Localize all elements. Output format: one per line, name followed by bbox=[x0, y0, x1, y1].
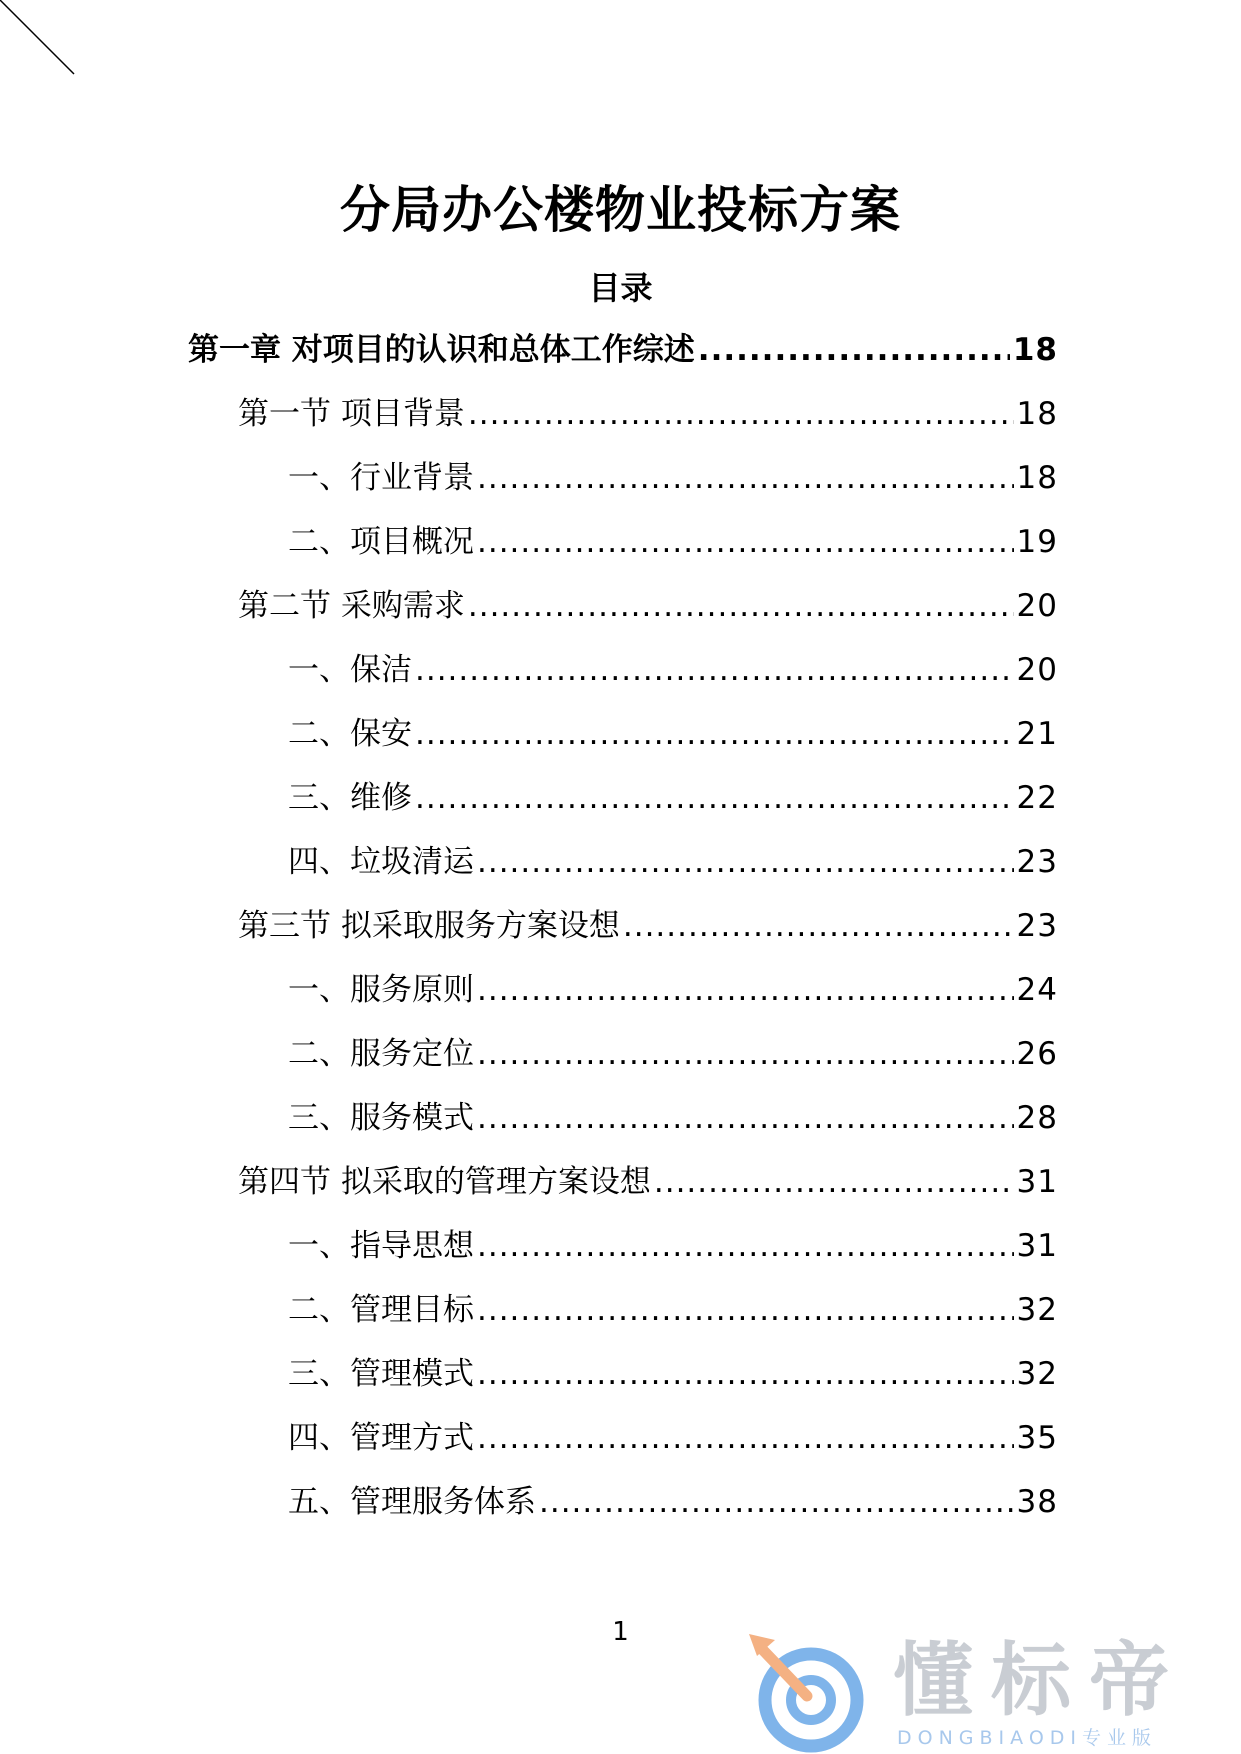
toc-page-number: 22 bbox=[1016, 780, 1058, 816]
toc-entry-section-1[interactable] bbox=[238, 390, 1058, 438]
toc-entry-chapter-1[interactable] bbox=[188, 326, 1058, 374]
toc-page-number: 21 bbox=[1016, 716, 1058, 752]
toc-dot-leader bbox=[477, 1222, 1014, 1270]
toc-page-number: 20 bbox=[1016, 588, 1058, 624]
toc-dot-leader bbox=[477, 518, 1014, 566]
toc-entry-item[interactable] bbox=[288, 518, 1058, 566]
toc-entry-item[interactable] bbox=[288, 838, 1058, 886]
toc-page-number: 31 bbox=[1016, 1164, 1058, 1200]
document-title: 分局办公楼物业投标方案 bbox=[340, 181, 901, 239]
toc-page-number: 28 bbox=[1016, 1100, 1058, 1136]
watermark-brand-name: 懂标帝 bbox=[893, 1634, 1187, 1727]
toc-dot-leader bbox=[477, 454, 1014, 502]
toc-entry-text: 一、服务原则 bbox=[288, 972, 474, 1008]
watermark bbox=[745, 1630, 1235, 1754]
toc-dot-leader bbox=[654, 1158, 1014, 1206]
toc-entry-section-3[interactable] bbox=[238, 902, 1058, 950]
toc-page-number: 32 bbox=[1016, 1292, 1058, 1328]
toc-entry-item[interactable] bbox=[288, 710, 1058, 758]
toc-dot-leader bbox=[477, 1350, 1014, 1398]
toc-entry-text: 三、服务模式 bbox=[288, 1100, 474, 1136]
toc-dot-leader bbox=[415, 710, 1014, 758]
toc-page-number: 32 bbox=[1016, 1356, 1058, 1392]
toc-entry-item[interactable] bbox=[288, 1350, 1058, 1398]
toc-dot-leader bbox=[477, 966, 1014, 1014]
toc-entry-text: 一、保洁 bbox=[288, 652, 412, 688]
toc-dot-leader bbox=[539, 1478, 1014, 1526]
toc-entry-text: 三、维修 bbox=[288, 780, 412, 816]
watermark-brand-subtitle: DONGBIAODI专业版 bbox=[897, 1727, 1158, 1749]
toc-dot-leader bbox=[477, 1094, 1014, 1142]
toc-page-number: 35 bbox=[1016, 1420, 1058, 1456]
toc-dot-leader bbox=[477, 1286, 1014, 1334]
toc-dot-leader bbox=[415, 646, 1014, 694]
corner-crop-mark bbox=[0, 0, 80, 80]
toc-entry-item[interactable] bbox=[288, 1094, 1058, 1142]
toc-entry-text: 二、保安 bbox=[288, 716, 412, 752]
toc-entry-item[interactable] bbox=[288, 774, 1058, 822]
toc-page-number: 19 bbox=[1016, 524, 1058, 560]
toc-entry-section-2[interactable] bbox=[238, 582, 1058, 630]
toc-page-number: 26 bbox=[1016, 1036, 1058, 1072]
toc-heading: 目录 bbox=[588, 269, 653, 307]
toc-page-number: 38 bbox=[1016, 1484, 1058, 1520]
toc-entry-text: 第一章 对项目的认识和总体工作综述 bbox=[188, 332, 695, 368]
toc-entry-item[interactable] bbox=[288, 1414, 1058, 1462]
toc-page-number: 23 bbox=[1016, 908, 1058, 944]
toc-dot-leader bbox=[415, 774, 1014, 822]
toc-dot-leader bbox=[477, 1030, 1014, 1078]
toc-entry-section-4[interactable] bbox=[238, 1158, 1058, 1206]
toc-page-number: 20 bbox=[1016, 652, 1058, 688]
toc-entry-text: 三、管理模式 bbox=[288, 1356, 474, 1392]
toc-entry-item[interactable] bbox=[288, 966, 1058, 1014]
toc-entry-text: 第四节 拟采取的管理方案设想 bbox=[238, 1164, 651, 1200]
toc-entry-text: 第二节 采购需求 bbox=[238, 588, 465, 624]
toc-page-number: 23 bbox=[1016, 844, 1058, 880]
toc-page-number: 18 bbox=[1012, 332, 1058, 368]
toc-entry-text: 二、项目概况 bbox=[288, 524, 474, 560]
toc-page-number: 18 bbox=[1016, 460, 1058, 496]
toc-entry-item[interactable] bbox=[288, 1222, 1058, 1270]
toc-entry-item[interactable] bbox=[288, 646, 1058, 694]
toc-page-number: 31 bbox=[1016, 1228, 1058, 1264]
toc-entry-text: 二、管理目标 bbox=[288, 1292, 474, 1328]
toc-entry-text: 四、管理方式 bbox=[288, 1420, 474, 1456]
toc-entry-text: 一、指导思想 bbox=[288, 1228, 474, 1264]
toc-entry-text: 四、垃圾清运 bbox=[288, 844, 474, 880]
toc-entry-item[interactable] bbox=[288, 1286, 1058, 1334]
toc-entry-text: 一、行业背景 bbox=[288, 460, 474, 496]
toc-page-number: 24 bbox=[1016, 972, 1058, 1008]
toc-dot-leader bbox=[477, 1414, 1014, 1462]
toc-entry-text: 五、管理服务体系 bbox=[288, 1484, 536, 1520]
page-number: 1 bbox=[612, 1617, 629, 1647]
toc-dot-leader bbox=[468, 582, 1014, 630]
toc-entry-text: 第一节 项目背景 bbox=[238, 396, 465, 432]
toc-entry-item[interactable] bbox=[288, 1030, 1058, 1078]
toc-entry-text: 第三节 拟采取服务方案设想 bbox=[238, 908, 620, 944]
target-dart-icon bbox=[745, 1630, 870, 1754]
toc-dot-leader bbox=[477, 838, 1014, 886]
toc-entry-item[interactable] bbox=[288, 454, 1058, 502]
toc-dot-leader bbox=[468, 390, 1014, 438]
toc-entry-item[interactable] bbox=[288, 1478, 1058, 1526]
toc-entry-text: 二、服务定位 bbox=[288, 1036, 474, 1072]
toc-page-number: 18 bbox=[1016, 396, 1058, 432]
toc-dot-leader bbox=[623, 902, 1014, 950]
toc-dot-leader bbox=[698, 326, 1010, 374]
